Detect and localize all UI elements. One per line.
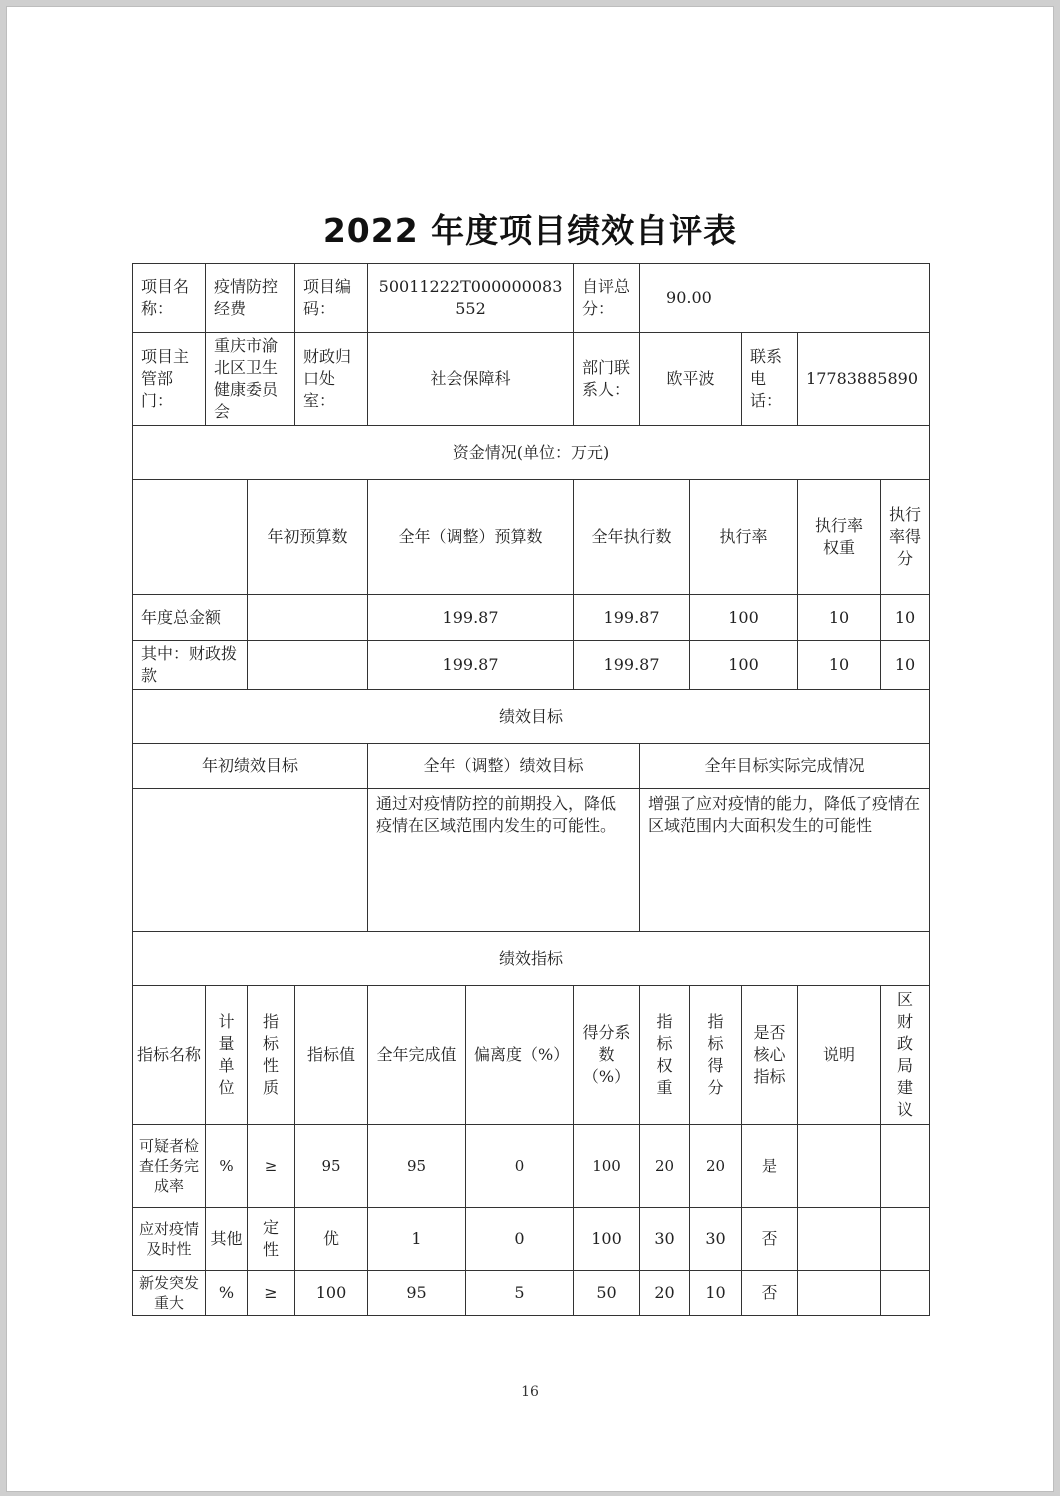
project-name-value: 疫情防控经费	[206, 264, 295, 333]
indicators-header-row	[133, 986, 930, 1125]
indicator-cell: 否	[742, 1208, 798, 1271]
project-code-value: 50011222T000000083552	[368, 264, 574, 333]
indicator-cell: 应对疫情及时性	[133, 1208, 206, 1271]
funds-cell: 199.87	[368, 595, 574, 641]
goals-header-row	[133, 744, 930, 789]
funds-header-cell	[133, 480, 248, 595]
page-title: 2022 年度项目绩效自评表	[322, 211, 738, 250]
phone-value: 17783885890	[798, 333, 930, 426]
indicator-cell: 1	[368, 1208, 466, 1271]
indicator-header-cell: 指标性质	[248, 986, 295, 1125]
contact-value: 欧平波	[640, 333, 742, 426]
funds-cell	[248, 595, 368, 641]
funds-cell: 100	[690, 641, 798, 690]
indicator-cell: %	[206, 1271, 248, 1316]
project-info-row	[133, 264, 930, 333]
indicator-cell: 是	[742, 1125, 798, 1208]
dept-value: 重庆市渝北区卫生健康委员会	[206, 333, 295, 426]
indicator-cell	[798, 1271, 881, 1316]
indicator-header-cell: 得分系数（%）	[574, 986, 640, 1125]
indicator-cell: 20	[640, 1271, 690, 1316]
indicator-cell: 定性	[248, 1208, 295, 1271]
funds-cell: 100	[690, 595, 798, 641]
funds-cell: 199.87	[574, 595, 690, 641]
funds-row	[133, 595, 930, 641]
indicator-cell	[881, 1125, 930, 1208]
indicator-cell: 95	[295, 1125, 368, 1208]
funds-cell: 199.87	[368, 641, 574, 690]
indicator-cell: 100	[574, 1125, 640, 1208]
indicator-header-cell: 指标值	[295, 986, 368, 1125]
goals-heading: 绩效目标	[133, 690, 930, 744]
indicator-cell: 30	[640, 1208, 690, 1271]
indicator-header-cell: 说明	[798, 986, 881, 1125]
goals-header-cell: 全年（调整）绩效目标	[368, 744, 640, 789]
goals-content-row	[133, 789, 930, 932]
indicator-cell: 优	[295, 1208, 368, 1271]
indicator-cell	[881, 1208, 930, 1271]
indicator-row	[133, 1208, 930, 1271]
finance-value: 社会保障科	[368, 333, 574, 426]
funds-cell: 199.87	[574, 641, 690, 690]
funds-cell: 其中：财政拨款	[133, 641, 248, 690]
indicator-header-cell: 是否核心指标	[742, 986, 798, 1125]
indicator-cell: 其他	[206, 1208, 248, 1271]
indicator-cell: 5	[466, 1271, 574, 1316]
goals-header-cell: 全年目标实际完成情况	[640, 744, 930, 789]
indicator-cell	[798, 1125, 881, 1208]
indicator-cell: ≥	[248, 1271, 295, 1316]
indicator-cell: 95	[368, 1125, 466, 1208]
funds-cell: 10	[881, 595, 930, 641]
dept-label: 项目主管部门：	[133, 333, 206, 426]
funds-cell: 10	[798, 641, 881, 690]
finance-label: 财政归口处室：	[295, 333, 368, 426]
funds-header-cell: 执行率权重	[798, 480, 881, 595]
project-code-label: 项目编码：	[295, 264, 368, 333]
indicator-header-cell: 偏离度（%）	[466, 986, 574, 1125]
indicator-cell	[798, 1208, 881, 1271]
indicator-cell: 可疑者检查任务完成率	[133, 1125, 206, 1208]
indicator-cell: 0	[466, 1208, 574, 1271]
funds-header-cell: 执行率	[690, 480, 798, 595]
contact-label: 部门联系人：	[574, 333, 640, 426]
indicator-header-cell: 区财政局建议	[881, 986, 930, 1125]
indicator-cell: 20	[690, 1125, 742, 1208]
funds-heading: 资金情况(单位：万元)	[133, 426, 930, 480]
indicator-cell: 95	[368, 1271, 466, 1316]
indicator-cell: 100	[295, 1271, 368, 1316]
department-row	[133, 333, 930, 426]
indicator-header-cell: 全年完成值	[368, 986, 466, 1125]
indicator-header-cell: 指标名称	[133, 986, 206, 1125]
indicator-cell: 20	[640, 1125, 690, 1208]
indicator-cell: 否	[742, 1271, 798, 1316]
indicator-cell: 新发突发重大	[133, 1271, 206, 1316]
indicator-header-cell: 计量单位	[206, 986, 248, 1125]
funds-header-cell: 全年（调整）预算数	[368, 480, 574, 595]
performance-table	[132, 263, 930, 1316]
indicator-header-cell: 指标得分	[690, 986, 742, 1125]
indicator-cell: %	[206, 1125, 248, 1208]
indicator-cell: ≥	[248, 1125, 295, 1208]
indicator-cell: 50	[574, 1271, 640, 1316]
funds-header-row	[133, 480, 930, 595]
score-label: 自评总分：	[574, 264, 640, 333]
indicator-cell: 0	[466, 1125, 574, 1208]
goals-header-cell: 年初绩效目标	[133, 744, 368, 789]
indicator-header-cell: 指标权重	[640, 986, 690, 1125]
project-name-label: 项目名称：	[133, 264, 206, 333]
funds-cell: 10	[881, 641, 930, 690]
funds-cell: 10	[798, 595, 881, 641]
indicator-row	[133, 1271, 930, 1316]
funds-header-cell: 全年执行数	[574, 480, 690, 595]
funds-header-cell: 年初预算数	[248, 480, 368, 595]
indicator-cell: 100	[574, 1208, 640, 1271]
initial-goal	[133, 789, 368, 932]
phone-label: 联系电话：	[742, 333, 798, 426]
page-number: 16	[521, 1384, 539, 1400]
funds-header-cell: 执行率得分	[881, 480, 930, 595]
score-value: 90.00	[640, 264, 930, 333]
adjusted-goal: 通过对疫情防控的前期投入，降低疫情在区域范围内发生的可能性。	[368, 789, 640, 932]
funds-cell: 年度总金额	[133, 595, 248, 641]
funds-row	[133, 641, 930, 690]
indicator-cell: 30	[690, 1208, 742, 1271]
indicator-row	[133, 1125, 930, 1208]
indicator-cell: 10	[690, 1271, 742, 1316]
indicators-heading: 绩效指标	[133, 932, 930, 986]
funds-cell	[248, 641, 368, 690]
indicator-cell	[881, 1271, 930, 1316]
actual-completion: 增强了应对疫情的能力，降低了疫情在区域范围内大面积发生的可能性	[640, 789, 930, 932]
